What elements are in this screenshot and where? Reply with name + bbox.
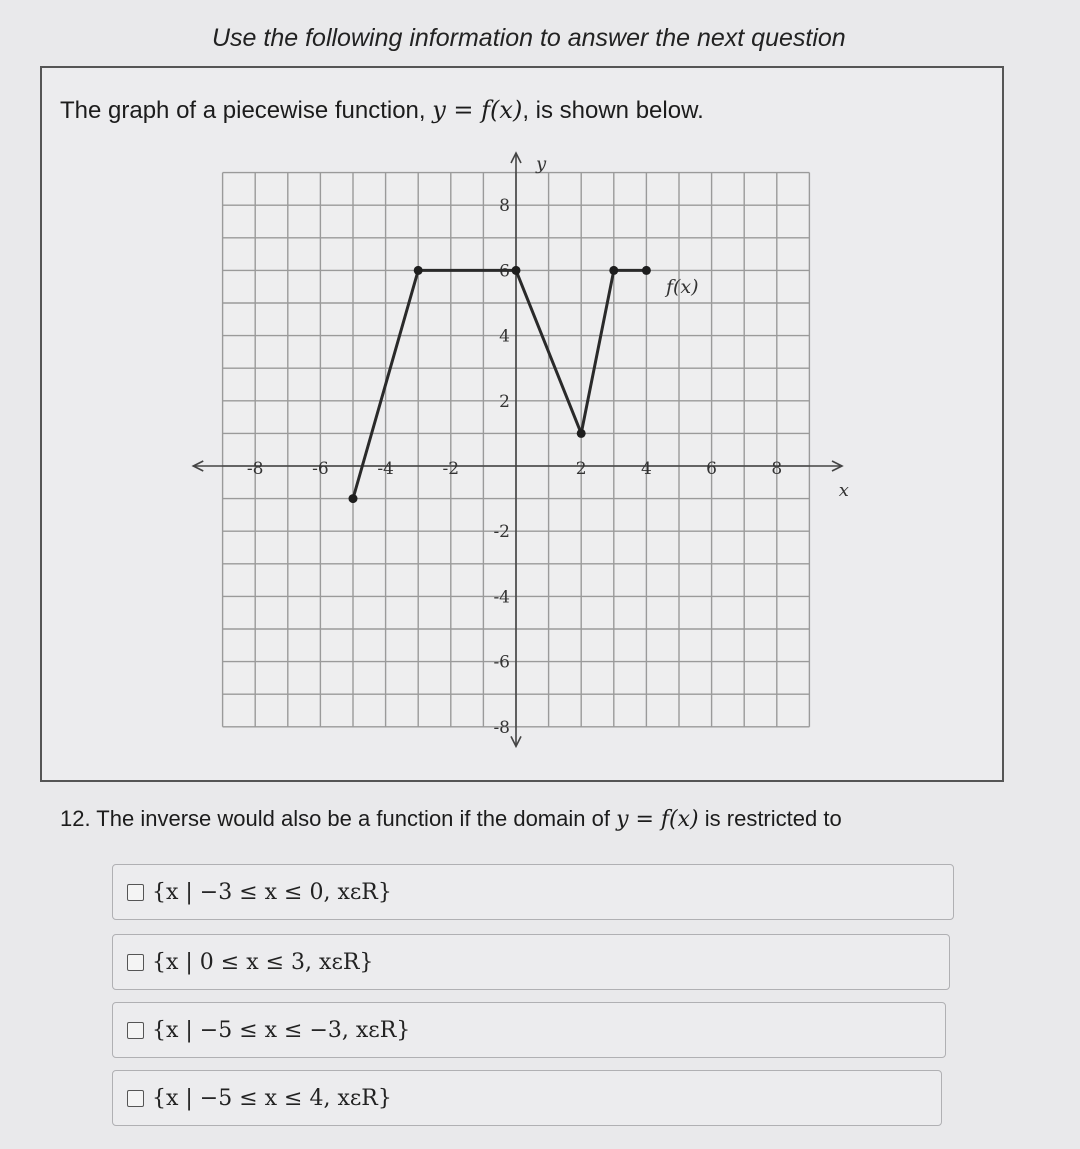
y-axis-label: y <box>536 153 547 175</box>
y-tick-label: 8 <box>499 196 510 217</box>
endpoint-dot <box>642 266 651 275</box>
endpoint-dot <box>349 494 358 503</box>
answer-option-d[interactable] <box>112 1070 942 1126</box>
piecewise-function-graph <box>170 140 860 760</box>
option-label: {x | −3 ≤ x ≤ 0, xεR} <box>152 879 392 905</box>
y-tick-label: 4 <box>499 326 510 347</box>
prompt-math: y = f(x) <box>432 96 523 124</box>
x-tick-label: 6 <box>706 459 718 479</box>
x-tick-label: 4 <box>640 459 652 479</box>
y-tick-label: -2 <box>493 522 510 543</box>
x-tick-label: -4 <box>377 459 394 479</box>
x-tick-label: -6 <box>312 459 329 479</box>
x-tick-label: -2 <box>442 459 460 479</box>
x-tick-label: 2 <box>575 459 587 479</box>
x-tick-label: 8 <box>771 459 783 479</box>
question-text-before: The inverse would also be a function if the domain of <box>90 806 617 831</box>
endpoint-dot <box>577 429 586 438</box>
answer-option-b[interactable] <box>112 934 950 990</box>
x-axis-label: x <box>838 480 849 501</box>
y-tick-label: -4 <box>493 587 510 608</box>
prompt-text-after: , is shown below. <box>522 97 704 124</box>
checkbox-icon[interactable] <box>127 1022 144 1039</box>
question-12 <box>60 806 842 832</box>
answer-option-c[interactable] <box>112 1002 946 1058</box>
option-label: {x | −5 ≤ x ≤ 4, xεR} <box>152 1085 392 1111</box>
question-math: y = f(x) <box>616 807 699 832</box>
y-tick-label: 2 <box>499 391 510 412</box>
question-number: 12. <box>60 806 91 831</box>
y-tick-label: 6 <box>499 261 510 282</box>
checkbox-icon[interactable] <box>127 1090 144 1107</box>
checkbox-icon[interactable] <box>127 884 144 901</box>
endpoint-dot <box>609 266 618 275</box>
option-label: {x | −5 ≤ x ≤ −3, xεR} <box>152 1017 411 1043</box>
y-tick-label: -8 <box>493 717 510 738</box>
function-label: f(x) <box>665 276 699 299</box>
prompt-text-before: The graph of a piecewise function, <box>60 97 433 124</box>
y-tick-label: -6 <box>493 652 510 673</box>
graph-prompt <box>60 96 704 125</box>
x-tick-label: -8 <box>246 459 264 479</box>
endpoint-dot <box>512 266 521 275</box>
option-label: {x | 0 ≤ x ≤ 3, xεR} <box>152 949 374 975</box>
question-text-after: is restricted to <box>698 806 842 831</box>
endpoint-dot <box>414 266 423 275</box>
section-header: Use the following information to answer the next question <box>212 24 846 52</box>
checkbox-icon[interactable] <box>127 954 144 971</box>
answer-option-a[interactable] <box>112 864 954 920</box>
